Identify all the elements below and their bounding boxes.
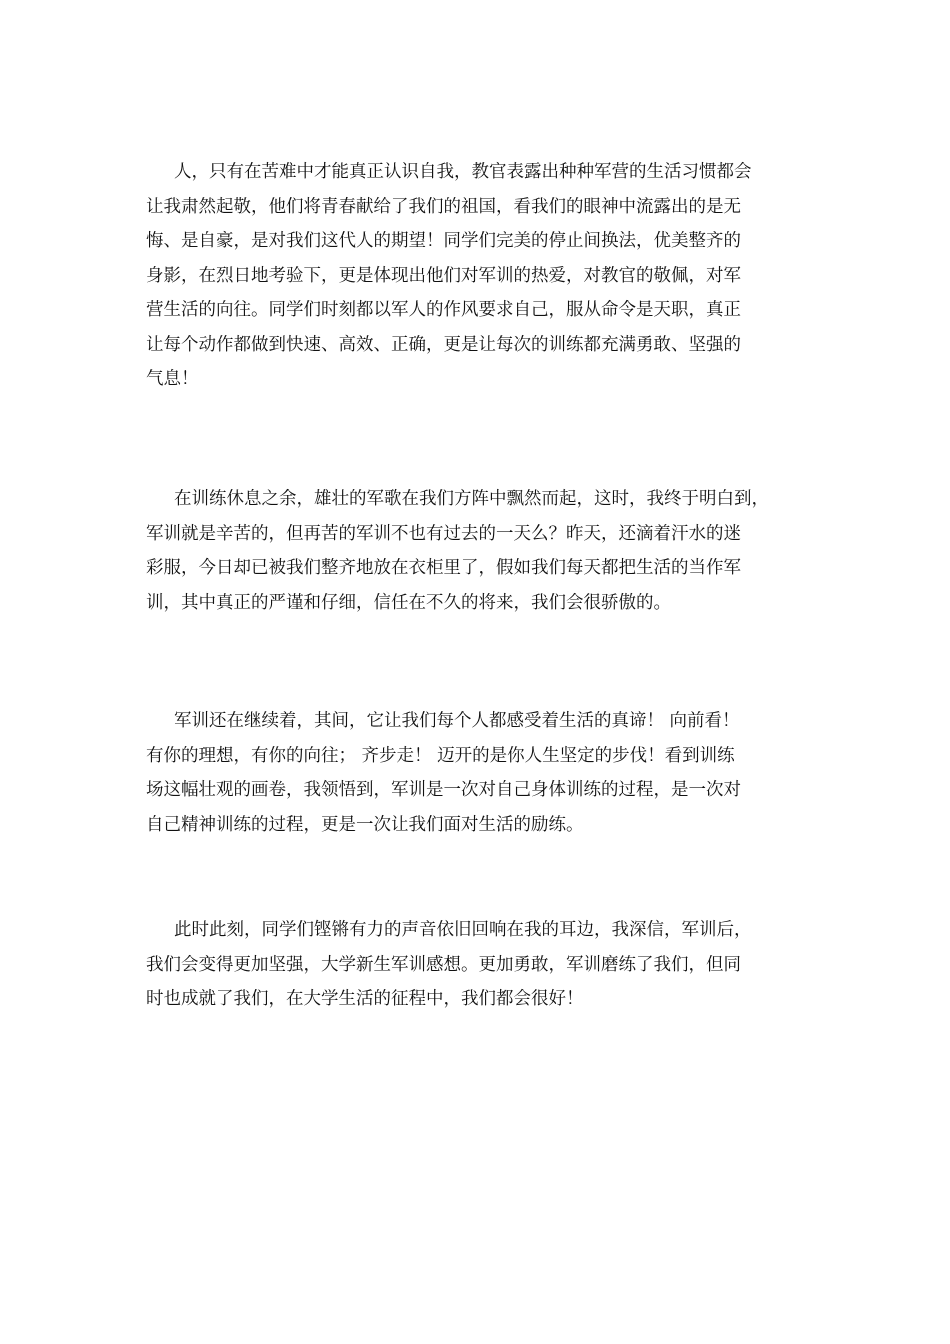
paragraph-4 [146, 913, 816, 1017]
paragraph-line: 彩服，今日却已被我们整齐地放在衣柜里了，假如我们每天都把生活的当作军 [146, 558, 741, 578]
paragraph-1 [146, 155, 816, 397]
paragraph-line: 悔、是自豪，是对我们这代人的期望！同学们完美的停止间换法，优美整齐的 [146, 231, 741, 251]
paragraph-line: 军训就是辛苦的，但再苦的军训不也有过去的一天么？昨天，还滴着汗水的迷 [146, 523, 741, 544]
paragraph-line: 营生活的向往。同学们时刻都以军人的作风要求自己，服从命令是天职，真正 [146, 300, 741, 320]
paragraph-line: 让我肃然起敬，他们将青春献给了我们的祖国，看我们的眼神中流露出的是无 [146, 196, 741, 217]
paragraph-line: 在训练休息之余，雄壮的军歌在我们方阵中飘然而起，这时，我终于明白到， [174, 489, 769, 509]
paragraph-line: 军训还在继续着，其间，它让我们每个人都感受着生活的真谛！ 向前看！ [174, 711, 740, 731]
paragraph-line: 有你的理想，有你的向往； 齐步走！ 迈开的是你人生坚定的步伐！看到训练 [146, 745, 735, 766]
paragraph-line: 场这幅壮观的画卷，我领悟到，军训是一次对自己身体训练的过程，是一次对 [146, 780, 741, 800]
paragraph-line: 时也成就了我们，在大学生活的征程中，我们都会很好！ [146, 989, 584, 1009]
paragraph-line: 自己精神训练的过程，更是一次让我们面对生活的励练。 [146, 814, 584, 835]
paragraph-line: 让每个动作都做到快速、高效、正确，更是让每次的训练都充满勇敢、坚强的 [146, 334, 741, 355]
paragraph-line: 人，只有在苦难中才能真正认识自我，教官表露出种种军营的生活习惯都会 [174, 162, 752, 182]
paragraph-line: 训，其中真正的严谨和仔细，信任在不久的将来，我们会很骄傲的。 [146, 592, 671, 613]
paragraph-3 [146, 704, 816, 842]
paragraph-line: 身影，在烈日地考验下，更是体现出他们对军训的热爱，对教官的敬佩，对军 [146, 265, 741, 286]
paragraph-2 [146, 482, 816, 620]
paragraph-line: 我们会变得更加坚强，大学新生军训感想。更加勇敢，军训磨练了我们，但同 [146, 954, 741, 975]
paragraph-line: 此时此刻，同学们铿锵有力的声音依旧回响在我的耳边，我深信，军训后， [174, 920, 752, 940]
paragraph-line: 气息！ [146, 369, 199, 389]
